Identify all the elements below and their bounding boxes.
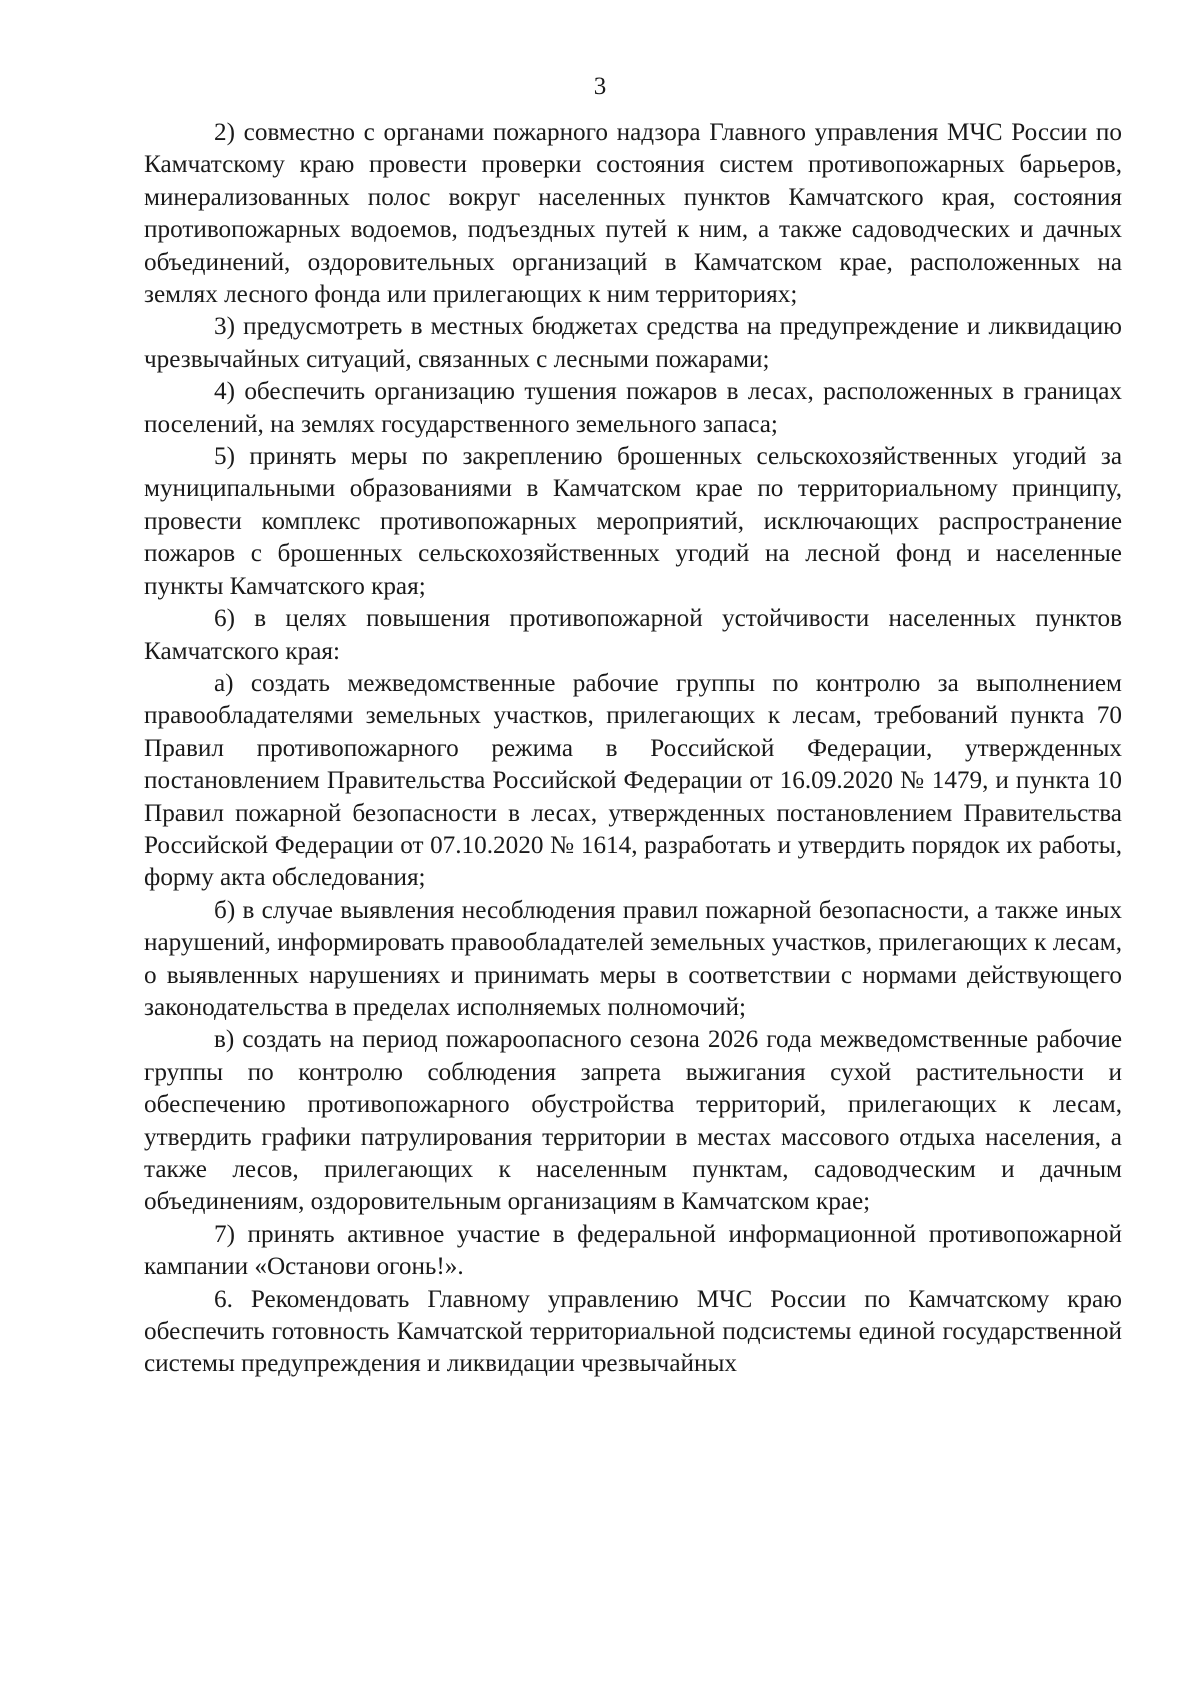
paragraph-item-3: 3) предусмотреть в местных бюджетах средства на предупреждение и ликвидацию чрезвычайных ситуаций, связанных с лесными пожарами; — [144, 313, 1122, 373]
paragraph-item-6: 6) в целях повышения противопожарной устойчивости населенных пунктов Камчатского края: — [144, 605, 1122, 665]
paragraph-item-4: 4) обеспечить организацию тушения пожаров в лесах, расположенных в границах поселений, на землях государственного земельного запаса; — [144, 378, 1122, 438]
paragraph-subitem-a: а) создать межведомственные рабочие группы по контролю за выполнением правообладателями земельных участков, прилегающих к лесам, требований пункта 70 Правил противопожарного режима в Российской Федерации, утвержденных постановлением Правительства Российской Федерации от 16.09.2020 № 1479, и пункта 10 Правил пожарной безопасности в лесах, утвержденных постановлением Правительства Российской Федерации от 07.10.2020 № 1614, разработать и утвердить порядок их работы, форму акта обследования; — [144, 669, 1122, 892]
paragraph-subitem-v: в) создать на период пожароопасного сезона 2026 года межведомственные рабочие группы по контролю соблюдения запрета выжигания сухой растительности и обеспечению противопожарного обустройства территорий, прилегающих к лесам, утвердить графики патрулирования территории в местах массового отдыха населения, а также лесов, прилегающих к населенным пунктам, садоводческим и дачным объединениям, оздоровительным организациям в Камчатском крае; — [144, 1026, 1122, 1216]
paragraph-item-5: 5) принять меры по закреплению брошенных сельскохозяйственных угодий за муниципальными образованиями в Камчатском крае по территориальному принципу, провести комплекс противопожарных мероприятий, исключающих распространение пожаров с брошенных сельскохозяйственных угодий на лесной фонд и населенные пункты Камчатского края; — [144, 443, 1122, 600]
paragraph-item-2: 2) совместно с органами пожарного надзора Главного управления МЧС России по Камчатскому краю провести проверки состояния систем противопожарных барьеров, минерализованных полос вокруг населенных пунктов Камчатского края, состояния противопожарных водоемов, подъездных путей к ним, а также садоводческих и дачных объединений, оздоровительных организаций в Камчатском крае, расположенных на землях лесного фонда или прилегающих к ним территориях; — [144, 119, 1122, 309]
paragraph-item-7: 7) принять активное участие в федеральной информационной противопожарной кампании «Останови огонь!». — [144, 1220, 1122, 1281]
document-body — [144, 117, 1122, 1381]
paragraph-subitem-b: б) в случае выявления несоблюдения правил пожарной безопасности, а также иных нарушений, информировать правообладателей земельных участков, прилегающих к лесам, о выявленных нарушениях и принимать меры в соответствии с нормами действующего законодательства в пределах исполняемых полномочий; — [144, 896, 1122, 1021]
paragraph-section-6: 6. Рекомендовать Главному управлению МЧС России по Камчатскому краю обеспечить готовность Камчатской территориальной подсистемы единой государственной системы предупреждения и ликвидации чрезвычайных — [144, 1285, 1122, 1378]
page-number: 3 — [593, 73, 607, 100]
